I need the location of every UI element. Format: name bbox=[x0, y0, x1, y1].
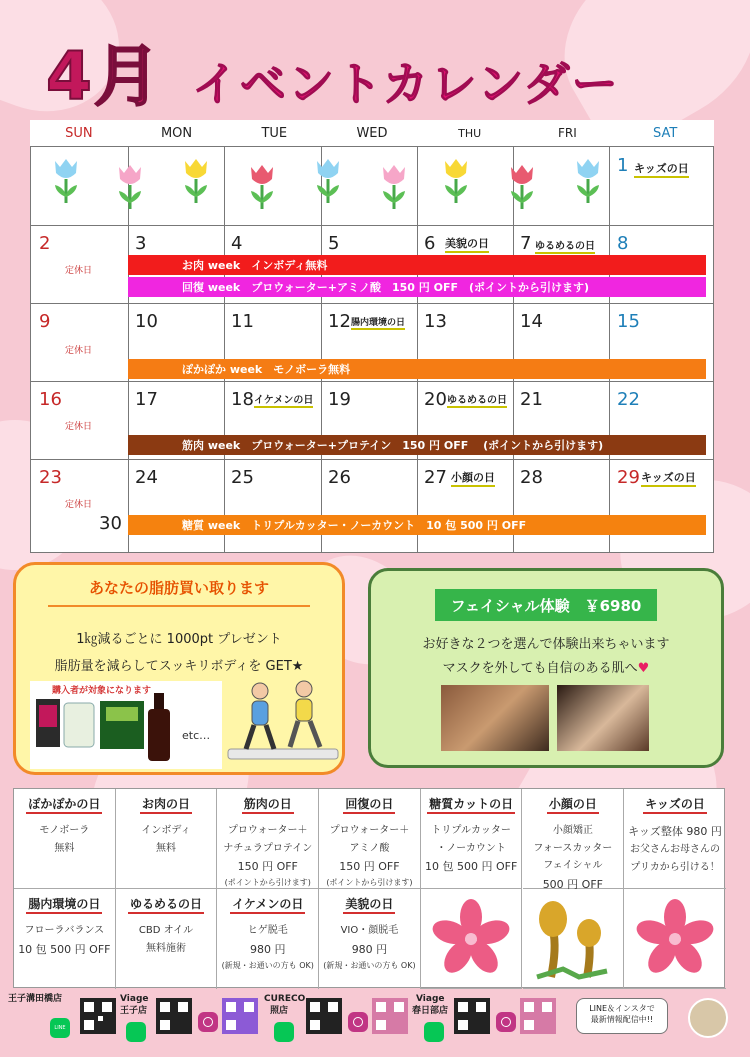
tulip-icon bbox=[573, 153, 603, 205]
special-day-name: 回復の日 bbox=[343, 795, 395, 814]
special-day-name: 腸内環境の日 bbox=[26, 895, 102, 914]
special-day-detail: (新規・お通いの方も OK) bbox=[221, 960, 314, 970]
band-muscle-week: 筋肉 week プロウォーター+プロテイン 150 円 OFF (ポイントから引けます) bbox=[128, 435, 706, 455]
special-day-detail: 980 円 bbox=[351, 942, 388, 956]
etc-label: etc… bbox=[182, 729, 211, 742]
weekday-tue: TUE bbox=[261, 125, 288, 141]
weekday-sat: SAT bbox=[652, 125, 678, 141]
day-6: 6 bbox=[424, 233, 436, 254]
special-day-detail: フェイシャル bbox=[543, 860, 603, 871]
special-day-cell bbox=[116, 789, 218, 889]
tulip-icon bbox=[441, 153, 471, 205]
instagram-icon[interactable] bbox=[496, 1012, 516, 1032]
day-7: 7 bbox=[520, 233, 532, 254]
special-day-detail: フローラバランス bbox=[24, 925, 105, 936]
day-23: 23 bbox=[39, 467, 62, 488]
event-relax-day: ゆるめるの日 bbox=[535, 237, 595, 254]
holiday-label: 定休日 bbox=[65, 346, 93, 356]
day-11: 11 bbox=[231, 311, 254, 332]
holiday-label: 定休日 bbox=[65, 422, 93, 432]
day-22: 22 bbox=[617, 389, 640, 410]
event-kids-day: キッズの日 bbox=[634, 160, 689, 178]
day-27: 27 bbox=[424, 467, 447, 488]
fat-buyback-line2: 脂肪量を減らしてスッキリボディを GET★ bbox=[54, 659, 304, 674]
facial-trial-line1: お好きな２つを選んで体験出来ちゃいます bbox=[422, 637, 670, 652]
special-day-cell bbox=[523, 789, 625, 889]
special-day-detail: キッズ整体 980 円 bbox=[628, 825, 722, 838]
store-name: 春日部店 bbox=[412, 1006, 449, 1016]
special-days-table bbox=[13, 788, 725, 988]
weekday-sun: SUN bbox=[65, 125, 93, 141]
tulip-icon bbox=[181, 153, 211, 205]
page-title bbox=[46, 30, 620, 115]
special-day-name: 筋肉の日 bbox=[242, 795, 294, 814]
instagram-icon[interactable] bbox=[198, 1012, 218, 1032]
band-carb-week: 糖質 week トリプルカッター・ノーカウント 10 包 500 円 OFF bbox=[128, 515, 706, 535]
event-beauty-day: 美貌の日 bbox=[445, 235, 489, 253]
day-19: 19 bbox=[328, 389, 351, 410]
weekday-fri: FRI bbox=[558, 126, 577, 140]
special-day-cell bbox=[319, 889, 421, 989]
event-ikemen-day: イケメンの日 bbox=[254, 391, 313, 408]
weekday-header bbox=[30, 120, 714, 146]
day-8: 8 bbox=[617, 233, 629, 254]
heart-icon: ♥ bbox=[637, 661, 650, 676]
special-day-cell bbox=[14, 889, 116, 989]
special-day-detail: 10 包 500 円 OFF bbox=[424, 860, 518, 873]
instagram-icon[interactable] bbox=[348, 1012, 368, 1032]
store-name: 王子溝田橋店 bbox=[8, 994, 63, 1004]
event-kids-day: キッズの日 bbox=[641, 469, 696, 487]
special-day-detail: モノボーラ bbox=[39, 825, 90, 836]
weekday-thu: THU bbox=[458, 126, 482, 140]
tulip-icon bbox=[115, 159, 145, 211]
special-day-detail: お父さんお母さんの bbox=[630, 844, 721, 856]
weekday-mon: MON bbox=[160, 125, 193, 141]
band-meat-week: お肉 week インボディ無料 bbox=[128, 255, 706, 275]
qr-code[interactable] bbox=[372, 998, 408, 1034]
special-day-name: 小顔の日 bbox=[547, 795, 599, 814]
day-29: 29 bbox=[617, 467, 640, 488]
calendar-grid bbox=[30, 146, 714, 553]
day-30: 30 bbox=[99, 513, 122, 534]
special-day-cell bbox=[217, 889, 319, 989]
fat-buyback-box bbox=[13, 562, 345, 775]
special-day-detail: (新規・お通いの方も OK) bbox=[323, 960, 416, 970]
day-20: 20 bbox=[424, 389, 447, 410]
special-day-detail: 150 円 OFF bbox=[237, 860, 298, 873]
weekday-wed: WED bbox=[356, 125, 388, 141]
fat-buyback-line1: 1㎏減るごとに 1000pt プレゼント bbox=[76, 632, 282, 647]
day-5: 5 bbox=[328, 233, 340, 254]
qr-code[interactable] bbox=[222, 998, 258, 1034]
tulip-icon bbox=[51, 153, 81, 205]
exercise-illustration bbox=[224, 675, 342, 770]
special-day-detail: ヒゲ脱毛 bbox=[247, 925, 288, 936]
facial-photo-1 bbox=[441, 685, 549, 751]
band-recovery-week: 回復 week プロウォーター+アミノ酸 150 円 OFF (ポイントから引けます) bbox=[128, 277, 706, 297]
day-3: 3 bbox=[135, 233, 147, 254]
day-10: 10 bbox=[135, 311, 158, 332]
special-day-detail: 500 円 OFF bbox=[542, 877, 603, 891]
store-name: 照店 bbox=[270, 1006, 289, 1016]
qr-code[interactable] bbox=[520, 998, 556, 1034]
special-day-name: 美貌の日 bbox=[343, 895, 395, 914]
day-28: 28 bbox=[520, 467, 543, 488]
store-name: CURECO bbox=[264, 994, 306, 1004]
day-2: 2 bbox=[39, 233, 51, 254]
tulip-icon bbox=[247, 159, 277, 211]
buyer-note: 購入者が対象になります bbox=[52, 686, 152, 696]
brand-logo bbox=[688, 998, 728, 1038]
event-relax-day: ゆるめるの日 bbox=[447, 391, 507, 408]
special-day-detail: ・ノーカウント bbox=[436, 842, 506, 854]
qr-code[interactable] bbox=[156, 998, 192, 1034]
special-day-detail: 無料施術 bbox=[146, 942, 187, 954]
special-day-name: キッズの日 bbox=[643, 795, 707, 814]
day-26: 26 bbox=[328, 467, 351, 488]
special-day-detail: VIO・顔脱毛 bbox=[340, 925, 399, 936]
special-day-detail: アミノ酸 bbox=[349, 842, 390, 854]
line-icon[interactable] bbox=[126, 1022, 146, 1042]
event-gut-day: 腸内環境の日 bbox=[351, 315, 405, 330]
special-day-detail: (ポイントから引けます) bbox=[224, 878, 311, 888]
holiday-label: 定休日 bbox=[65, 500, 93, 510]
special-day-name: ぽかぽかの日 bbox=[26, 795, 102, 814]
special-day-detail: (ポイントから引けます) bbox=[326, 878, 413, 888]
title-month: 4月 bbox=[46, 38, 162, 115]
band-warm-week: ぽかぽか week モノボーラ無料 bbox=[128, 359, 706, 379]
special-day-detail: トリプルカッター bbox=[431, 825, 511, 836]
tulip-icon bbox=[379, 159, 409, 211]
special-day-name: 糖質カットの日 bbox=[427, 795, 515, 814]
line-icon[interactable] bbox=[424, 1022, 444, 1042]
day-17: 17 bbox=[135, 389, 158, 410]
line-icon[interactable]: LINE bbox=[50, 1018, 70, 1038]
day-25: 25 bbox=[231, 467, 254, 488]
event-calendar bbox=[30, 120, 714, 553]
tulip-icon bbox=[507, 159, 537, 211]
store-name: Viage bbox=[416, 994, 445, 1004]
event-small-face-day: 小顔の日 bbox=[451, 469, 495, 487]
day-4: 4 bbox=[231, 233, 243, 254]
special-day-detail: ナチュラプロテイン bbox=[223, 842, 313, 854]
sakura-illustration bbox=[421, 889, 523, 989]
day-21: 21 bbox=[520, 389, 543, 410]
facial-trial-line2: マスクを外しても自信のある肌へ♥ bbox=[442, 661, 650, 676]
sakura-illustration bbox=[624, 889, 726, 989]
special-day-detail: 無料 bbox=[156, 842, 177, 854]
facial-trial-title: フェイシャル体験 ￥6980 bbox=[435, 589, 657, 621]
store-footer bbox=[8, 990, 742, 1052]
special-day-cell bbox=[319, 789, 421, 889]
special-day-detail: 980 円 bbox=[249, 942, 286, 956]
qr-code[interactable] bbox=[80, 998, 116, 1034]
day-14: 14 bbox=[520, 311, 543, 332]
special-day-cell bbox=[116, 889, 218, 989]
special-day-name: イケメンの日 bbox=[230, 895, 305, 914]
qr-code[interactable] bbox=[454, 998, 490, 1034]
special-day-name: ゆるめるの日 bbox=[128, 895, 204, 914]
day-9: 9 bbox=[39, 311, 51, 332]
special-day-detail: 150 円 OFF bbox=[339, 860, 400, 873]
facial-photo-2 bbox=[557, 685, 649, 751]
mushroom-illustration bbox=[523, 889, 625, 989]
special-day-cell bbox=[217, 789, 319, 889]
store-name: Viage bbox=[120, 994, 149, 1004]
day-16: 16 bbox=[39, 389, 62, 410]
special-day-detail: プリカから引ける！ bbox=[630, 861, 720, 873]
day-15: 15 bbox=[617, 311, 640, 332]
special-day-cell bbox=[421, 789, 523, 889]
facial-trial-box bbox=[368, 568, 724, 768]
day-12: 12 bbox=[328, 311, 351, 332]
special-day-detail: 小顔矯正 bbox=[552, 825, 593, 836]
special-day-detail: 10 包 500 円 OFF bbox=[18, 942, 111, 956]
special-day-cell bbox=[624, 789, 726, 889]
special-day-detail: インボディ bbox=[141, 825, 191, 836]
special-day-detail: プロウォーター＋ bbox=[227, 825, 308, 836]
special-day-cell bbox=[14, 789, 116, 889]
store-name: 王子店 bbox=[120, 1006, 148, 1016]
special-day-detail: プロウォーター＋ bbox=[329, 825, 410, 836]
day-24: 24 bbox=[135, 467, 158, 488]
holiday-label: 定休日 bbox=[65, 266, 93, 276]
fat-buyback-title: あなたの脂肪買い取ります bbox=[88, 579, 269, 597]
special-day-detail: CBD オイル bbox=[138, 925, 194, 936]
line-icon[interactable] bbox=[274, 1022, 294, 1042]
special-day-detail: 無料 bbox=[54, 842, 75, 854]
tulip-icon bbox=[313, 153, 343, 205]
special-day-detail: フォースカッター bbox=[533, 842, 613, 854]
title-text: イベントカレンダー bbox=[191, 57, 620, 112]
sns-info-bubble: LINE＆インスタで 最新情報配信中!! bbox=[576, 998, 668, 1034]
qr-code[interactable] bbox=[306, 998, 342, 1034]
day-13: 13 bbox=[424, 311, 447, 332]
day-1: 1 bbox=[617, 155, 629, 176]
day-18: 18 bbox=[231, 389, 254, 410]
special-day-name: お肉の日 bbox=[140, 795, 192, 814]
